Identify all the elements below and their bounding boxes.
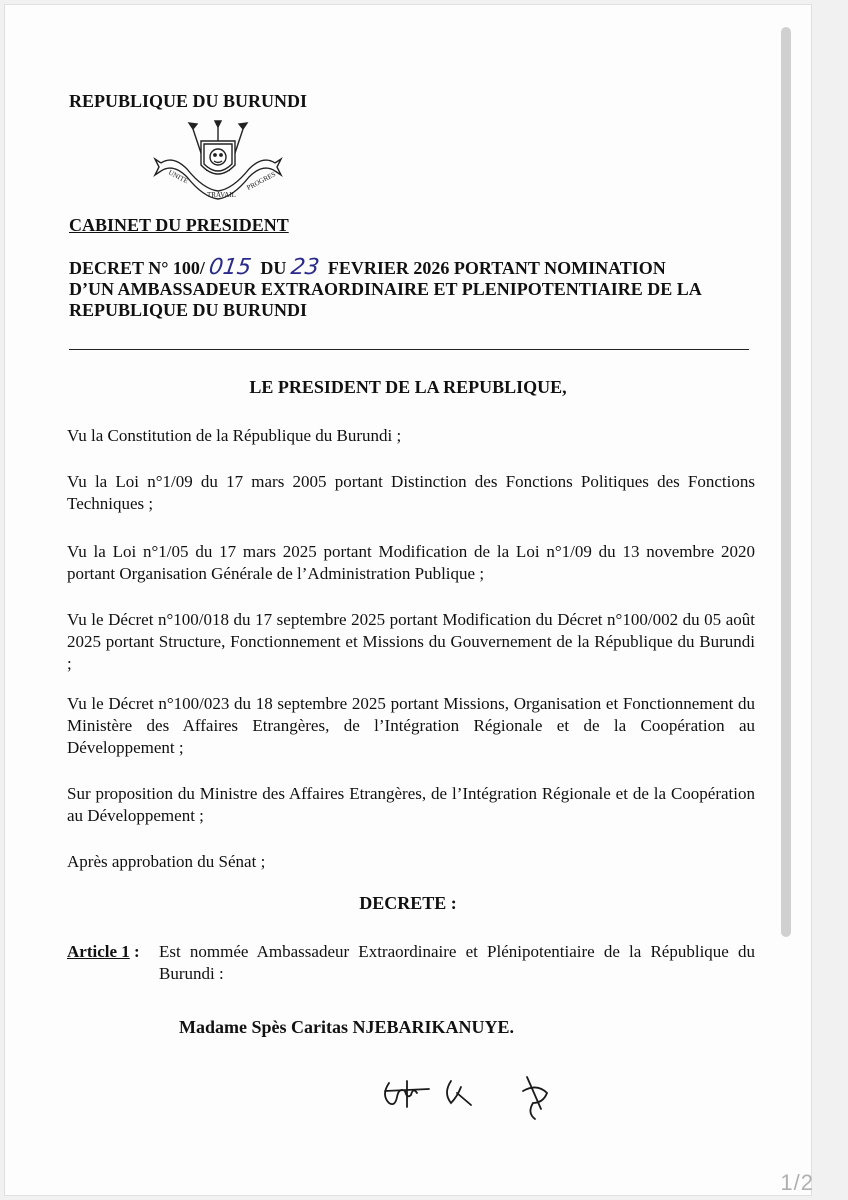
title-divider — [69, 349, 749, 350]
motto-progres: PROGRES — [245, 170, 278, 192]
motto-travail: TRAVAIL — [207, 191, 236, 199]
consideration-3: Vu la Loi n°1/05 du 17 mars 2025 portant Modification de la Loi n°1/09 du 13 novembre 2020 portant Organisation Générale de l’Administration Publique ; — [67, 542, 755, 583]
consideration-4: Vu le Décret n°100/018 du 17 septembre 2025 portant Modification du Décret n°100/002 du 05 août 2025 portant Structure, Fonctionnement et Missions du Gouvernement de la République du Burundi ; — [67, 610, 755, 673]
decree-title-line3: REPUBLIQUE DU BURUNDI — [69, 300, 308, 320]
consideration-7: Après approbation du Sénat ; — [67, 852, 266, 871]
decree-title — [69, 257, 702, 321]
document-page — [4, 4, 812, 1196]
vertical-scrollbar[interactable] — [781, 27, 791, 937]
nominee-name: Madame Spès Caritas NJEBARIKANUYE. — [179, 1017, 515, 1037]
decree-line1-rest: FEVRIER 2026 PORTANT NOMINATION — [327, 258, 666, 278]
article-1-label: Article 1 — [67, 942, 130, 961]
article-1-label-row — [67, 941, 140, 963]
decree-title-line1 — [69, 257, 702, 279]
signature-initials — [377, 1069, 577, 1129]
consideration-5: Vu le Décret n°100/023 du 18 septembre 2025 portant Missions, Organisation et Fonctionnement du Ministère des Affaires Etrangères, de l’Intégration Régionale et de la Coopération au Développement ; — [67, 694, 755, 757]
president-heading: LE PRESIDENT DE LA REPUBLIQUE, — [249, 377, 567, 397]
cabinet-header: CABINET DU PRESIDENT — [69, 215, 289, 235]
decree-prefix: DECRET N° 100/ — [69, 258, 205, 278]
article-1-text: Est nommée Ambassadeur Extraordinaire et Plénipotentiaire de la République du Burundi : — [159, 942, 755, 983]
republic-header: REPUBLIQUE DU BURUNDI — [69, 91, 308, 111]
decree-du: DU — [260, 258, 287, 278]
page-indicator: 1/2 — [780, 1170, 814, 1195]
article-1-separator: : — [129, 942, 140, 961]
consideration-6: Sur proposition du Ministre des Affaires Etrangères, de l’Intégration Régionale et de la Coopération au Développement ; — [67, 784, 755, 825]
decree-day-handwritten: 23 — [289, 255, 321, 280]
consideration-1: Vu la Constitution de la République du Burundi ; — [67, 426, 402, 445]
consideration-2: Vu la Loi n°1/09 du 17 mars 2005 portant Distinction des Fonctions Politiques des Fonctions Techniques ; — [67, 472, 755, 513]
decree-number-handwritten: 015 — [207, 255, 254, 280]
decree-title-line2: D’UN AMBASSADEUR EXTRAORDINAIRE ET PLENIPOTENTIAIRE DE LA — [69, 279, 702, 299]
motto-unite: UNITE — [167, 168, 190, 186]
coat-of-arms-emblem — [153, 119, 283, 203]
decrete-heading: DECRETE : — [359, 893, 457, 913]
